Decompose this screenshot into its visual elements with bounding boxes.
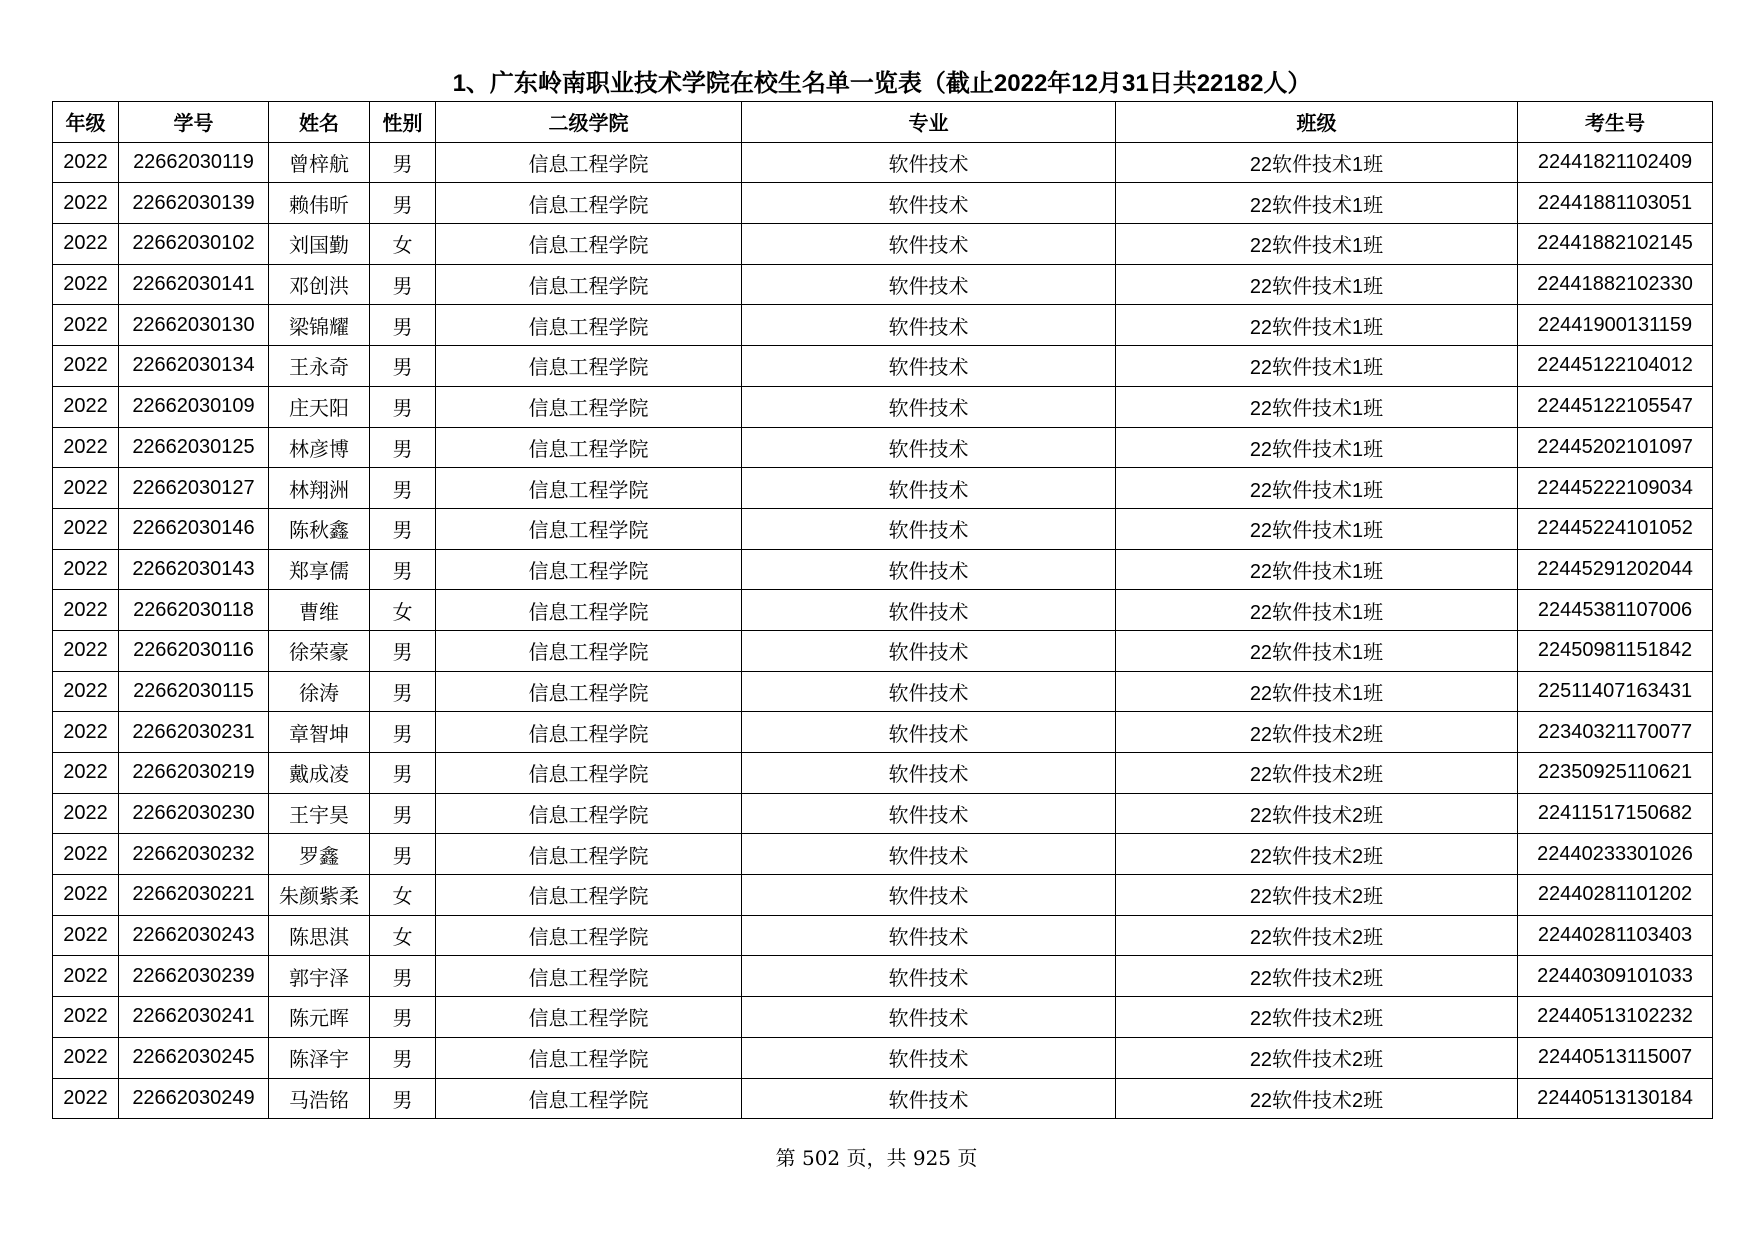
cell-grade: 2022 bbox=[53, 875, 119, 916]
cell-gender: 男 bbox=[370, 183, 436, 224]
cell-exam-number: 22441900131159 bbox=[1518, 305, 1713, 346]
cell-college: 信息工程学院 bbox=[436, 793, 742, 834]
column-header-name: 姓名 bbox=[269, 102, 370, 143]
cell-student-id: 22662030143 bbox=[119, 549, 269, 590]
cell-major: 软件技术 bbox=[742, 224, 1116, 265]
table-row bbox=[53, 468, 1713, 509]
cell-exam-number: 22445224101052 bbox=[1518, 508, 1713, 549]
cell-class: 22软件技术2班 bbox=[1116, 712, 1518, 753]
cell-student-id: 22662030245 bbox=[119, 1037, 269, 1078]
cell-gender: 女 bbox=[370, 875, 436, 916]
cell-student-id: 22662030221 bbox=[119, 875, 269, 916]
cell-gender: 男 bbox=[370, 549, 436, 590]
table-row bbox=[53, 183, 1713, 224]
table-row bbox=[53, 875, 1713, 916]
student-roster-table bbox=[52, 101, 1713, 1119]
cell-major: 软件技术 bbox=[742, 875, 1116, 916]
cell-name: 林彦博 bbox=[269, 427, 370, 468]
cell-college: 信息工程学院 bbox=[436, 590, 742, 631]
cell-college: 信息工程学院 bbox=[436, 142, 742, 183]
cell-exam-number: 22440309101033 bbox=[1518, 956, 1713, 997]
cell-name: 陈思淇 bbox=[269, 915, 370, 956]
cell-name: 曹维 bbox=[269, 590, 370, 631]
cell-major: 软件技术 bbox=[742, 1078, 1116, 1119]
cell-major: 软件技术 bbox=[742, 1037, 1116, 1078]
cell-exam-number: 22440513115007 bbox=[1518, 1037, 1713, 1078]
cell-major: 软件技术 bbox=[742, 142, 1116, 183]
cell-student-id: 22662030109 bbox=[119, 386, 269, 427]
cell-name: 王永奇 bbox=[269, 346, 370, 387]
cell-class: 22软件技术2班 bbox=[1116, 875, 1518, 916]
cell-major: 软件技术 bbox=[742, 590, 1116, 631]
cell-grade: 2022 bbox=[53, 753, 119, 794]
cell-name: 郭宇泽 bbox=[269, 956, 370, 997]
cell-name: 陈元晖 bbox=[269, 997, 370, 1038]
table-row bbox=[53, 834, 1713, 875]
column-header-college: 二级学院 bbox=[436, 102, 742, 143]
cell-major: 软件技术 bbox=[742, 468, 1116, 509]
cell-college: 信息工程学院 bbox=[436, 224, 742, 265]
cell-name: 徐涛 bbox=[269, 671, 370, 712]
cell-gender: 男 bbox=[370, 630, 436, 671]
cell-grade: 2022 bbox=[53, 346, 119, 387]
cell-name: 邓创洪 bbox=[269, 264, 370, 305]
table-row bbox=[53, 508, 1713, 549]
cell-grade: 2022 bbox=[53, 590, 119, 631]
cell-exam-number: 22440513130184 bbox=[1518, 1078, 1713, 1119]
cell-exam-number: 22440281103403 bbox=[1518, 915, 1713, 956]
table-row bbox=[53, 142, 1713, 183]
cell-student-id: 22662030241 bbox=[119, 997, 269, 1038]
cell-class: 22软件技术1班 bbox=[1116, 305, 1518, 346]
cell-class: 22软件技术1班 bbox=[1116, 508, 1518, 549]
cell-major: 软件技术 bbox=[742, 834, 1116, 875]
cell-grade: 2022 bbox=[53, 834, 119, 875]
cell-major: 软件技术 bbox=[742, 386, 1116, 427]
cell-class: 22软件技术1班 bbox=[1116, 590, 1518, 631]
cell-class: 22软件技术1班 bbox=[1116, 142, 1518, 183]
cell-class: 22软件技术2班 bbox=[1116, 1078, 1518, 1119]
cell-major: 软件技术 bbox=[742, 956, 1116, 997]
cell-name: 赖伟昕 bbox=[269, 183, 370, 224]
cell-exam-number: 22445381107006 bbox=[1518, 590, 1713, 631]
cell-gender: 男 bbox=[370, 346, 436, 387]
cell-major: 软件技术 bbox=[742, 264, 1116, 305]
cell-college: 信息工程学院 bbox=[436, 671, 742, 712]
cell-student-id: 22662030219 bbox=[119, 753, 269, 794]
cell-college: 信息工程学院 bbox=[436, 834, 742, 875]
cell-exam-number: 22445202101097 bbox=[1518, 427, 1713, 468]
column-header-major: 专业 bbox=[742, 102, 1116, 143]
cell-grade: 2022 bbox=[53, 549, 119, 590]
cell-grade: 2022 bbox=[53, 264, 119, 305]
cell-major: 软件技术 bbox=[742, 508, 1116, 549]
cell-name: 陈秋鑫 bbox=[269, 508, 370, 549]
cell-college: 信息工程学院 bbox=[436, 549, 742, 590]
cell-gender: 男 bbox=[370, 834, 436, 875]
cell-name: 徐荣豪 bbox=[269, 630, 370, 671]
cell-college: 信息工程学院 bbox=[436, 753, 742, 794]
cell-name: 庄天阳 bbox=[269, 386, 370, 427]
cell-gender: 男 bbox=[370, 671, 436, 712]
cell-college: 信息工程学院 bbox=[436, 386, 742, 427]
cell-grade: 2022 bbox=[53, 1037, 119, 1078]
cell-name: 章智坤 bbox=[269, 712, 370, 753]
cell-exam-number: 22445122105547 bbox=[1518, 386, 1713, 427]
cell-major: 软件技术 bbox=[742, 997, 1116, 1038]
cell-gender: 男 bbox=[370, 1037, 436, 1078]
table-row bbox=[53, 305, 1713, 346]
cell-grade: 2022 bbox=[53, 224, 119, 265]
cell-class: 22软件技术2班 bbox=[1116, 997, 1518, 1038]
cell-college: 信息工程学院 bbox=[436, 346, 742, 387]
cell-class: 22软件技术1班 bbox=[1116, 346, 1518, 387]
cell-student-id: 22662030141 bbox=[119, 264, 269, 305]
cell-exam-number: 22350925110621 bbox=[1518, 753, 1713, 794]
cell-grade: 2022 bbox=[53, 427, 119, 468]
table-row bbox=[53, 712, 1713, 753]
cell-college: 信息工程学院 bbox=[436, 1078, 742, 1119]
cell-gender: 男 bbox=[370, 956, 436, 997]
cell-name: 梁锦耀 bbox=[269, 305, 370, 346]
cell-class: 22软件技术1班 bbox=[1116, 386, 1518, 427]
cell-major: 软件技术 bbox=[742, 753, 1116, 794]
table-row bbox=[53, 346, 1713, 387]
cell-gender: 男 bbox=[370, 753, 436, 794]
column-header-student-id: 学号 bbox=[119, 102, 269, 143]
cell-student-id: 22662030115 bbox=[119, 671, 269, 712]
table-row bbox=[53, 590, 1713, 631]
cell-gender: 女 bbox=[370, 590, 436, 631]
cell-grade: 2022 bbox=[53, 997, 119, 1038]
document-title: 1、广东岭南职业技术学院在校生名单一览表（截止2022年12月31日共22182人） bbox=[452, 70, 1312, 97]
cell-student-id: 22662030243 bbox=[119, 915, 269, 956]
cell-gender: 男 bbox=[370, 1078, 436, 1119]
cell-gender: 男 bbox=[370, 142, 436, 183]
cell-exam-number: 22440233301026 bbox=[1518, 834, 1713, 875]
cell-college: 信息工程学院 bbox=[436, 875, 742, 916]
cell-gender: 女 bbox=[370, 915, 436, 956]
cell-grade: 2022 bbox=[53, 671, 119, 712]
table-row bbox=[53, 1037, 1713, 1078]
cell-grade: 2022 bbox=[53, 793, 119, 834]
cell-grade: 2022 bbox=[53, 468, 119, 509]
cell-class: 22软件技术1班 bbox=[1116, 671, 1518, 712]
table-row bbox=[53, 956, 1713, 997]
cell-student-id: 22662030102 bbox=[119, 224, 269, 265]
cell-major: 软件技术 bbox=[742, 183, 1116, 224]
cell-college: 信息工程学院 bbox=[436, 305, 742, 346]
cell-name: 曾梓航 bbox=[269, 142, 370, 183]
cell-class: 22软件技术1班 bbox=[1116, 224, 1518, 265]
cell-student-id: 22662030134 bbox=[119, 346, 269, 387]
cell-student-id: 22662030116 bbox=[119, 630, 269, 671]
cell-student-id: 22662030125 bbox=[119, 427, 269, 468]
cell-name: 林翔洲 bbox=[269, 468, 370, 509]
table-row bbox=[53, 549, 1713, 590]
cell-college: 信息工程学院 bbox=[436, 997, 742, 1038]
cell-major: 软件技术 bbox=[742, 549, 1116, 590]
cell-exam-number: 22450981151842 bbox=[1518, 630, 1713, 671]
column-header-gender: 性别 bbox=[370, 102, 436, 143]
cell-student-id: 22662030146 bbox=[119, 508, 269, 549]
cell-grade: 2022 bbox=[53, 142, 119, 183]
cell-exam-number: 22445122104012 bbox=[1518, 346, 1713, 387]
cell-grade: 2022 bbox=[53, 508, 119, 549]
cell-class: 22软件技术2班 bbox=[1116, 834, 1518, 875]
cell-college: 信息工程学院 bbox=[436, 915, 742, 956]
column-header-class: 班级 bbox=[1116, 102, 1518, 143]
cell-grade: 2022 bbox=[53, 630, 119, 671]
cell-exam-number: 22441881103051 bbox=[1518, 183, 1713, 224]
cell-exam-number: 22441882102145 bbox=[1518, 224, 1713, 265]
cell-grade: 2022 bbox=[53, 1078, 119, 1119]
cell-exam-number: 22445291202044 bbox=[1518, 549, 1713, 590]
cell-exam-number: 22511407163431 bbox=[1518, 671, 1713, 712]
cell-gender: 男 bbox=[370, 427, 436, 468]
header-row bbox=[53, 102, 1713, 143]
cell-name: 陈泽宇 bbox=[269, 1037, 370, 1078]
cell-grade: 2022 bbox=[53, 915, 119, 956]
cell-student-id: 22662030232 bbox=[119, 834, 269, 875]
cell-major: 软件技术 bbox=[742, 427, 1116, 468]
table-row bbox=[53, 915, 1713, 956]
cell-major: 软件技术 bbox=[742, 346, 1116, 387]
table-row bbox=[53, 671, 1713, 712]
cell-class: 22软件技术1班 bbox=[1116, 468, 1518, 509]
cell-exam-number: 22440281101202 bbox=[1518, 875, 1713, 916]
cell-college: 信息工程学院 bbox=[436, 183, 742, 224]
cell-gender: 男 bbox=[370, 264, 436, 305]
cell-class: 22软件技术2班 bbox=[1116, 1037, 1518, 1078]
cell-gender: 男 bbox=[370, 305, 436, 346]
table-row bbox=[53, 1078, 1713, 1119]
table-body bbox=[53, 142, 1713, 1119]
cell-grade: 2022 bbox=[53, 712, 119, 753]
cell-exam-number: 22340321170077 bbox=[1518, 712, 1713, 753]
table-row bbox=[53, 997, 1713, 1038]
cell-name: 戴成凌 bbox=[269, 753, 370, 794]
cell-class: 22软件技术2班 bbox=[1116, 753, 1518, 794]
cell-major: 软件技术 bbox=[742, 915, 1116, 956]
cell-student-id: 22662030127 bbox=[119, 468, 269, 509]
cell-exam-number: 22440513102232 bbox=[1518, 997, 1713, 1038]
cell-college: 信息工程学院 bbox=[436, 1037, 742, 1078]
column-header-grade: 年级 bbox=[53, 102, 119, 143]
cell-grade: 2022 bbox=[53, 305, 119, 346]
cell-class: 22软件技术2班 bbox=[1116, 956, 1518, 997]
cell-gender: 男 bbox=[370, 386, 436, 427]
cell-major: 软件技术 bbox=[742, 305, 1116, 346]
cell-gender: 女 bbox=[370, 224, 436, 265]
cell-student-id: 22662030139 bbox=[119, 183, 269, 224]
table-row bbox=[53, 427, 1713, 468]
table-row bbox=[53, 793, 1713, 834]
cell-exam-number: 22441821102409 bbox=[1518, 142, 1713, 183]
cell-college: 信息工程学院 bbox=[436, 264, 742, 305]
cell-student-id: 22662030119 bbox=[119, 142, 269, 183]
cell-class: 22软件技术1班 bbox=[1116, 427, 1518, 468]
cell-grade: 2022 bbox=[53, 386, 119, 427]
cell-student-id: 22662030231 bbox=[119, 712, 269, 753]
cell-gender: 男 bbox=[370, 468, 436, 509]
table-row bbox=[53, 386, 1713, 427]
cell-exam-number: 22441882102330 bbox=[1518, 264, 1713, 305]
cell-name: 郑享儒 bbox=[269, 549, 370, 590]
page-footer: 第 502 页，共 925 页 bbox=[775, 1146, 978, 1170]
cell-grade: 2022 bbox=[53, 183, 119, 224]
cell-gender: 男 bbox=[370, 793, 436, 834]
table-row bbox=[53, 630, 1713, 671]
cell-major: 软件技术 bbox=[742, 671, 1116, 712]
cell-college: 信息工程学院 bbox=[436, 427, 742, 468]
cell-gender: 男 bbox=[370, 997, 436, 1038]
cell-class: 22软件技术2班 bbox=[1116, 915, 1518, 956]
cell-major: 软件技术 bbox=[742, 793, 1116, 834]
cell-student-id: 22662030118 bbox=[119, 590, 269, 631]
cell-gender: 男 bbox=[370, 508, 436, 549]
cell-name: 罗鑫 bbox=[269, 834, 370, 875]
cell-student-id: 22662030230 bbox=[119, 793, 269, 834]
cell-class: 22软件技术2班 bbox=[1116, 793, 1518, 834]
table-row bbox=[53, 224, 1713, 265]
cell-college: 信息工程学院 bbox=[436, 468, 742, 509]
cell-major: 软件技术 bbox=[742, 712, 1116, 753]
column-header-exam-number: 考生号 bbox=[1518, 102, 1713, 143]
cell-class: 22软件技术1班 bbox=[1116, 264, 1518, 305]
cell-name: 马浩铭 bbox=[269, 1078, 370, 1119]
cell-student-id: 22662030249 bbox=[119, 1078, 269, 1119]
cell-major: 软件技术 bbox=[742, 630, 1116, 671]
cell-name: 刘国勤 bbox=[269, 224, 370, 265]
table-row bbox=[53, 753, 1713, 794]
cell-exam-number: 22445222109034 bbox=[1518, 468, 1713, 509]
cell-gender: 男 bbox=[370, 712, 436, 753]
cell-college: 信息工程学院 bbox=[436, 956, 742, 997]
cell-grade: 2022 bbox=[53, 956, 119, 997]
cell-class: 22软件技术1班 bbox=[1116, 183, 1518, 224]
cell-student-id: 22662030239 bbox=[119, 956, 269, 997]
cell-name: 王宇昊 bbox=[269, 793, 370, 834]
cell-class: 22软件技术1班 bbox=[1116, 630, 1518, 671]
cell-college: 信息工程学院 bbox=[436, 630, 742, 671]
cell-name: 朱颜紫柔 bbox=[269, 875, 370, 916]
cell-student-id: 22662030130 bbox=[119, 305, 269, 346]
cell-exam-number: 22411517150682 bbox=[1518, 793, 1713, 834]
cell-college: 信息工程学院 bbox=[436, 508, 742, 549]
cell-class: 22软件技术1班 bbox=[1116, 549, 1518, 590]
cell-college: 信息工程学院 bbox=[436, 712, 742, 753]
table-row bbox=[53, 264, 1713, 305]
